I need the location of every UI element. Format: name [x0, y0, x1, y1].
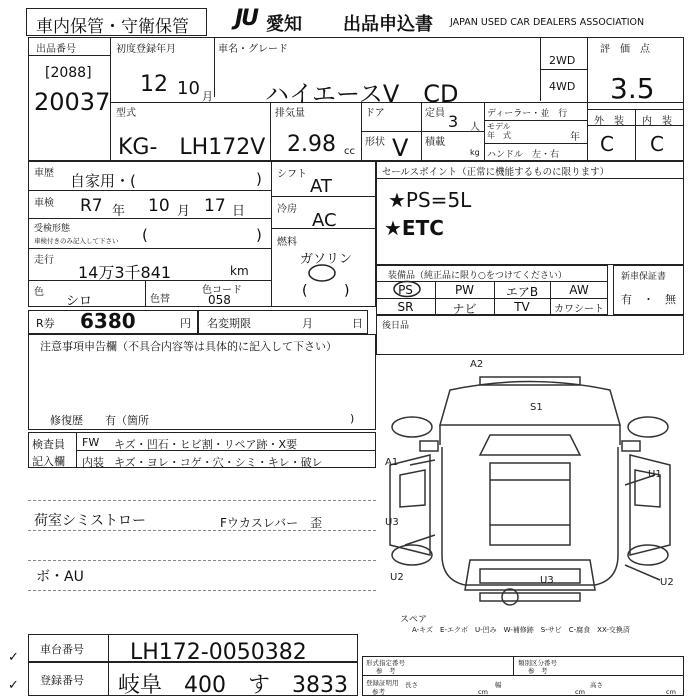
- model-year-unit: 年: [570, 132, 580, 143]
- history-value: 自家用・(: [70, 172, 136, 190]
- equip-airbag: エアB: [505, 285, 539, 299]
- rating-value: 3.5: [610, 72, 655, 105]
- width-label: 幅: [495, 681, 502, 689]
- name-change-day: 日: [352, 317, 363, 330]
- color-change-label: 色替: [150, 294, 170, 305]
- equip-seat: カワシート: [554, 304, 604, 315]
- ps-circle-mark: [392, 280, 422, 298]
- recycle-label: R券: [36, 317, 55, 330]
- equip-ps: PS: [398, 283, 413, 297]
- mark-a2: A2: [470, 359, 484, 370]
- mark-u3-left: U3: [385, 517, 399, 528]
- warranty-label: 新車保証書: [621, 272, 667, 282]
- sales-point-line2: ★ETC: [384, 216, 444, 240]
- capacity-unit: 人: [470, 122, 480, 133]
- displacement-unit: cc: [344, 146, 355, 157]
- inspector-label1: 検査員: [32, 438, 65, 451]
- handle-label: ハンドル 左・右: [487, 150, 560, 160]
- receive-note: 車検付きのみ記入して下さい: [34, 237, 119, 245]
- shaken-day-unit: 日: [232, 204, 246, 219]
- registration-value: 岐阜 400 す 3833: [118, 673, 348, 698]
- storage-note: 車内保管・守衛保管: [36, 17, 189, 37]
- color-code: 058: [208, 293, 231, 307]
- dealer-label: ディーラー・並 行: [487, 109, 568, 119]
- height-label: 高さ: [590, 681, 603, 689]
- lot-number: 20037: [34, 88, 111, 116]
- equip-sr: SR: [397, 300, 414, 314]
- first-reg-month-unit: 月: [202, 90, 213, 103]
- exterior-grade: C: [600, 132, 614, 156]
- fuel-circle-mark: [300, 262, 360, 304]
- damage-legend: A-キズ E-エクボ U-凹み W-補修跡 S-サビ C-腐食 XX-交換済: [412, 626, 630, 634]
- inspector-label2: 記入欄: [32, 455, 65, 468]
- sales-point-line1: ★PS=5L: [388, 188, 472, 212]
- history-label: 車歴: [34, 168, 54, 179]
- shift-value: AT: [310, 176, 332, 197]
- inspector-row2: キズ・ヨレ・コゲ・穴・シミ・キレ・破レ: [114, 456, 323, 469]
- equip-aw: AW: [569, 283, 589, 297]
- receive-open: (: [142, 226, 148, 244]
- rating-label: 評 価 点: [600, 44, 650, 55]
- notes-label: 注意事項申告欄（不具合内容等は具体的に記入して下さい）: [40, 340, 337, 353]
- color-value: シロ: [66, 294, 93, 309]
- capacity-value: 3: [448, 112, 459, 131]
- reg-cert-label: 登録証明用: [366, 679, 399, 687]
- length-unit: cm: [478, 688, 488, 696]
- brand-name: 愛知: [266, 14, 302, 35]
- repair-label: 修復歴 有（箇所: [50, 414, 149, 427]
- receive-label: 受検形態: [34, 224, 71, 234]
- shaken-year-unit: 年: [112, 204, 126, 219]
- spare-label: スペア: [400, 615, 428, 625]
- recycle-value: 6380: [80, 309, 136, 333]
- check-mark-2: ✓: [8, 678, 19, 693]
- svg-text:(: (: [302, 283, 308, 299]
- shaken-label: 車検: [34, 198, 54, 209]
- recycle-unit: 円: [180, 317, 191, 330]
- fuel-value: ガソリン: [300, 252, 353, 267]
- cooling-label: 冷房: [277, 204, 297, 215]
- mark-u2-left: U2: [390, 572, 404, 583]
- ref2-label: 参 考: [528, 667, 548, 675]
- fuel-label: 燃料: [277, 237, 297, 248]
- shaken-month: 10: [148, 196, 170, 216]
- handnote-line1b: Fウカスレバー 歪: [220, 516, 323, 530]
- registration-label: 登録番号: [40, 674, 84, 687]
- repair-close: ): [350, 412, 355, 425]
- association-name: JAPAN USED CAR DEALERS ASSOCIATION: [450, 17, 645, 28]
- history-close: ): [256, 170, 262, 188]
- equip-tv: TV: [514, 300, 530, 314]
- interior-grade: C: [650, 132, 664, 156]
- interior-label: 内 装: [642, 116, 672, 127]
- ref3-label: 参考: [372, 688, 385, 696]
- equip-navi: ナビ: [452, 302, 477, 316]
- load-label: 積載: [425, 137, 445, 148]
- color-label: 色: [34, 287, 44, 298]
- svg-text:): ): [344, 283, 350, 299]
- equip-pw: PW: [454, 283, 475, 297]
- cooling-value: AC: [312, 210, 337, 231]
- displacement-value: 2.98: [287, 132, 336, 157]
- width-unit: cm: [575, 688, 585, 696]
- form-title: 出品申込書: [343, 14, 433, 35]
- car-name-label: 車名・グレード: [218, 44, 288, 55]
- vehicle-damage-diagram: [380, 355, 680, 625]
- drive-2wd: 2WD: [549, 54, 576, 67]
- back-side-label: 後日品: [382, 321, 410, 331]
- mark-a1-left: A1: [385, 457, 399, 468]
- exterior-label: 外 装: [594, 116, 624, 127]
- name-change-month: 月: [302, 317, 313, 330]
- shape-label: 形状: [365, 137, 385, 148]
- shaken-day: 17: [204, 196, 226, 216]
- car-name-value: ハイエースV CD: [265, 80, 459, 108]
- inspector-row1-prefix: FW: [82, 436, 100, 449]
- doors-label: ドア: [365, 108, 385, 119]
- color-code-label: 色コード: [202, 285, 242, 296]
- chassis-value: LH172-0050382: [130, 640, 307, 665]
- first-reg-year: 12: [140, 72, 168, 97]
- inspector-row2-prefix: 内装: [82, 456, 104, 469]
- warranty-options: 有 ・ 無: [621, 293, 676, 306]
- mark-s1: S1: [530, 402, 543, 413]
- inspector-row1: キズ・凹石・ヒビ割・リペア跡・X要: [114, 438, 298, 451]
- chassis-label: 車台番号: [40, 643, 84, 656]
- receive-close: ): [256, 226, 262, 244]
- mark-u3-center: U3: [540, 575, 554, 586]
- first-reg-month: 10: [177, 78, 200, 99]
- height-unit: cm: [666, 688, 676, 696]
- equipment-label: 装備品（純正品に限り○をつけてください）: [388, 271, 567, 281]
- shaken-month-unit: 月: [177, 204, 191, 219]
- load-unit: kg: [470, 148, 480, 157]
- drive-4wd: 4WD: [549, 80, 576, 93]
- shift-label: シフト: [277, 169, 307, 180]
- mileage-label: 走行: [34, 255, 54, 266]
- back-side-box: [376, 315, 684, 355]
- mileage-value: 14万3千841: [78, 263, 172, 282]
- doors-value: V: [392, 134, 409, 162]
- handnote-line2: ボ・AU: [36, 569, 84, 585]
- capacity-label: 定員: [425, 108, 445, 119]
- class-label: 類別区分番号: [518, 659, 557, 667]
- mileage-unit: km: [230, 264, 249, 278]
- model-value: KG- LH172V: [118, 135, 266, 160]
- mark-u2-right: U2: [660, 577, 674, 588]
- check-mark-1: ✓: [8, 650, 19, 665]
- mark-u1: U1: [648, 469, 662, 480]
- lot-label: 出品番号: [36, 44, 76, 55]
- model-label: 型式: [116, 108, 136, 119]
- name-change-label: 名変期限: [207, 317, 251, 330]
- model-year-label: モデル 年 式: [487, 122, 511, 140]
- sales-point-label: セールスポイント（正常に機能するものに限ります）: [382, 167, 610, 178]
- displacement-label: 排気量: [275, 108, 305, 119]
- handnote-line1: 荷室シミストロー: [34, 513, 146, 529]
- ref1-label: 参 考: [376, 667, 396, 675]
- spec-label: 形式指定番号: [366, 659, 405, 667]
- length-label: 長さ: [405, 681, 418, 689]
- first-reg-label: 初度登録年月: [116, 44, 176, 55]
- ju-logo: JU: [235, 6, 258, 31]
- lot-sub-number: [2088]: [45, 65, 92, 81]
- shaken-era: R7: [80, 196, 103, 216]
